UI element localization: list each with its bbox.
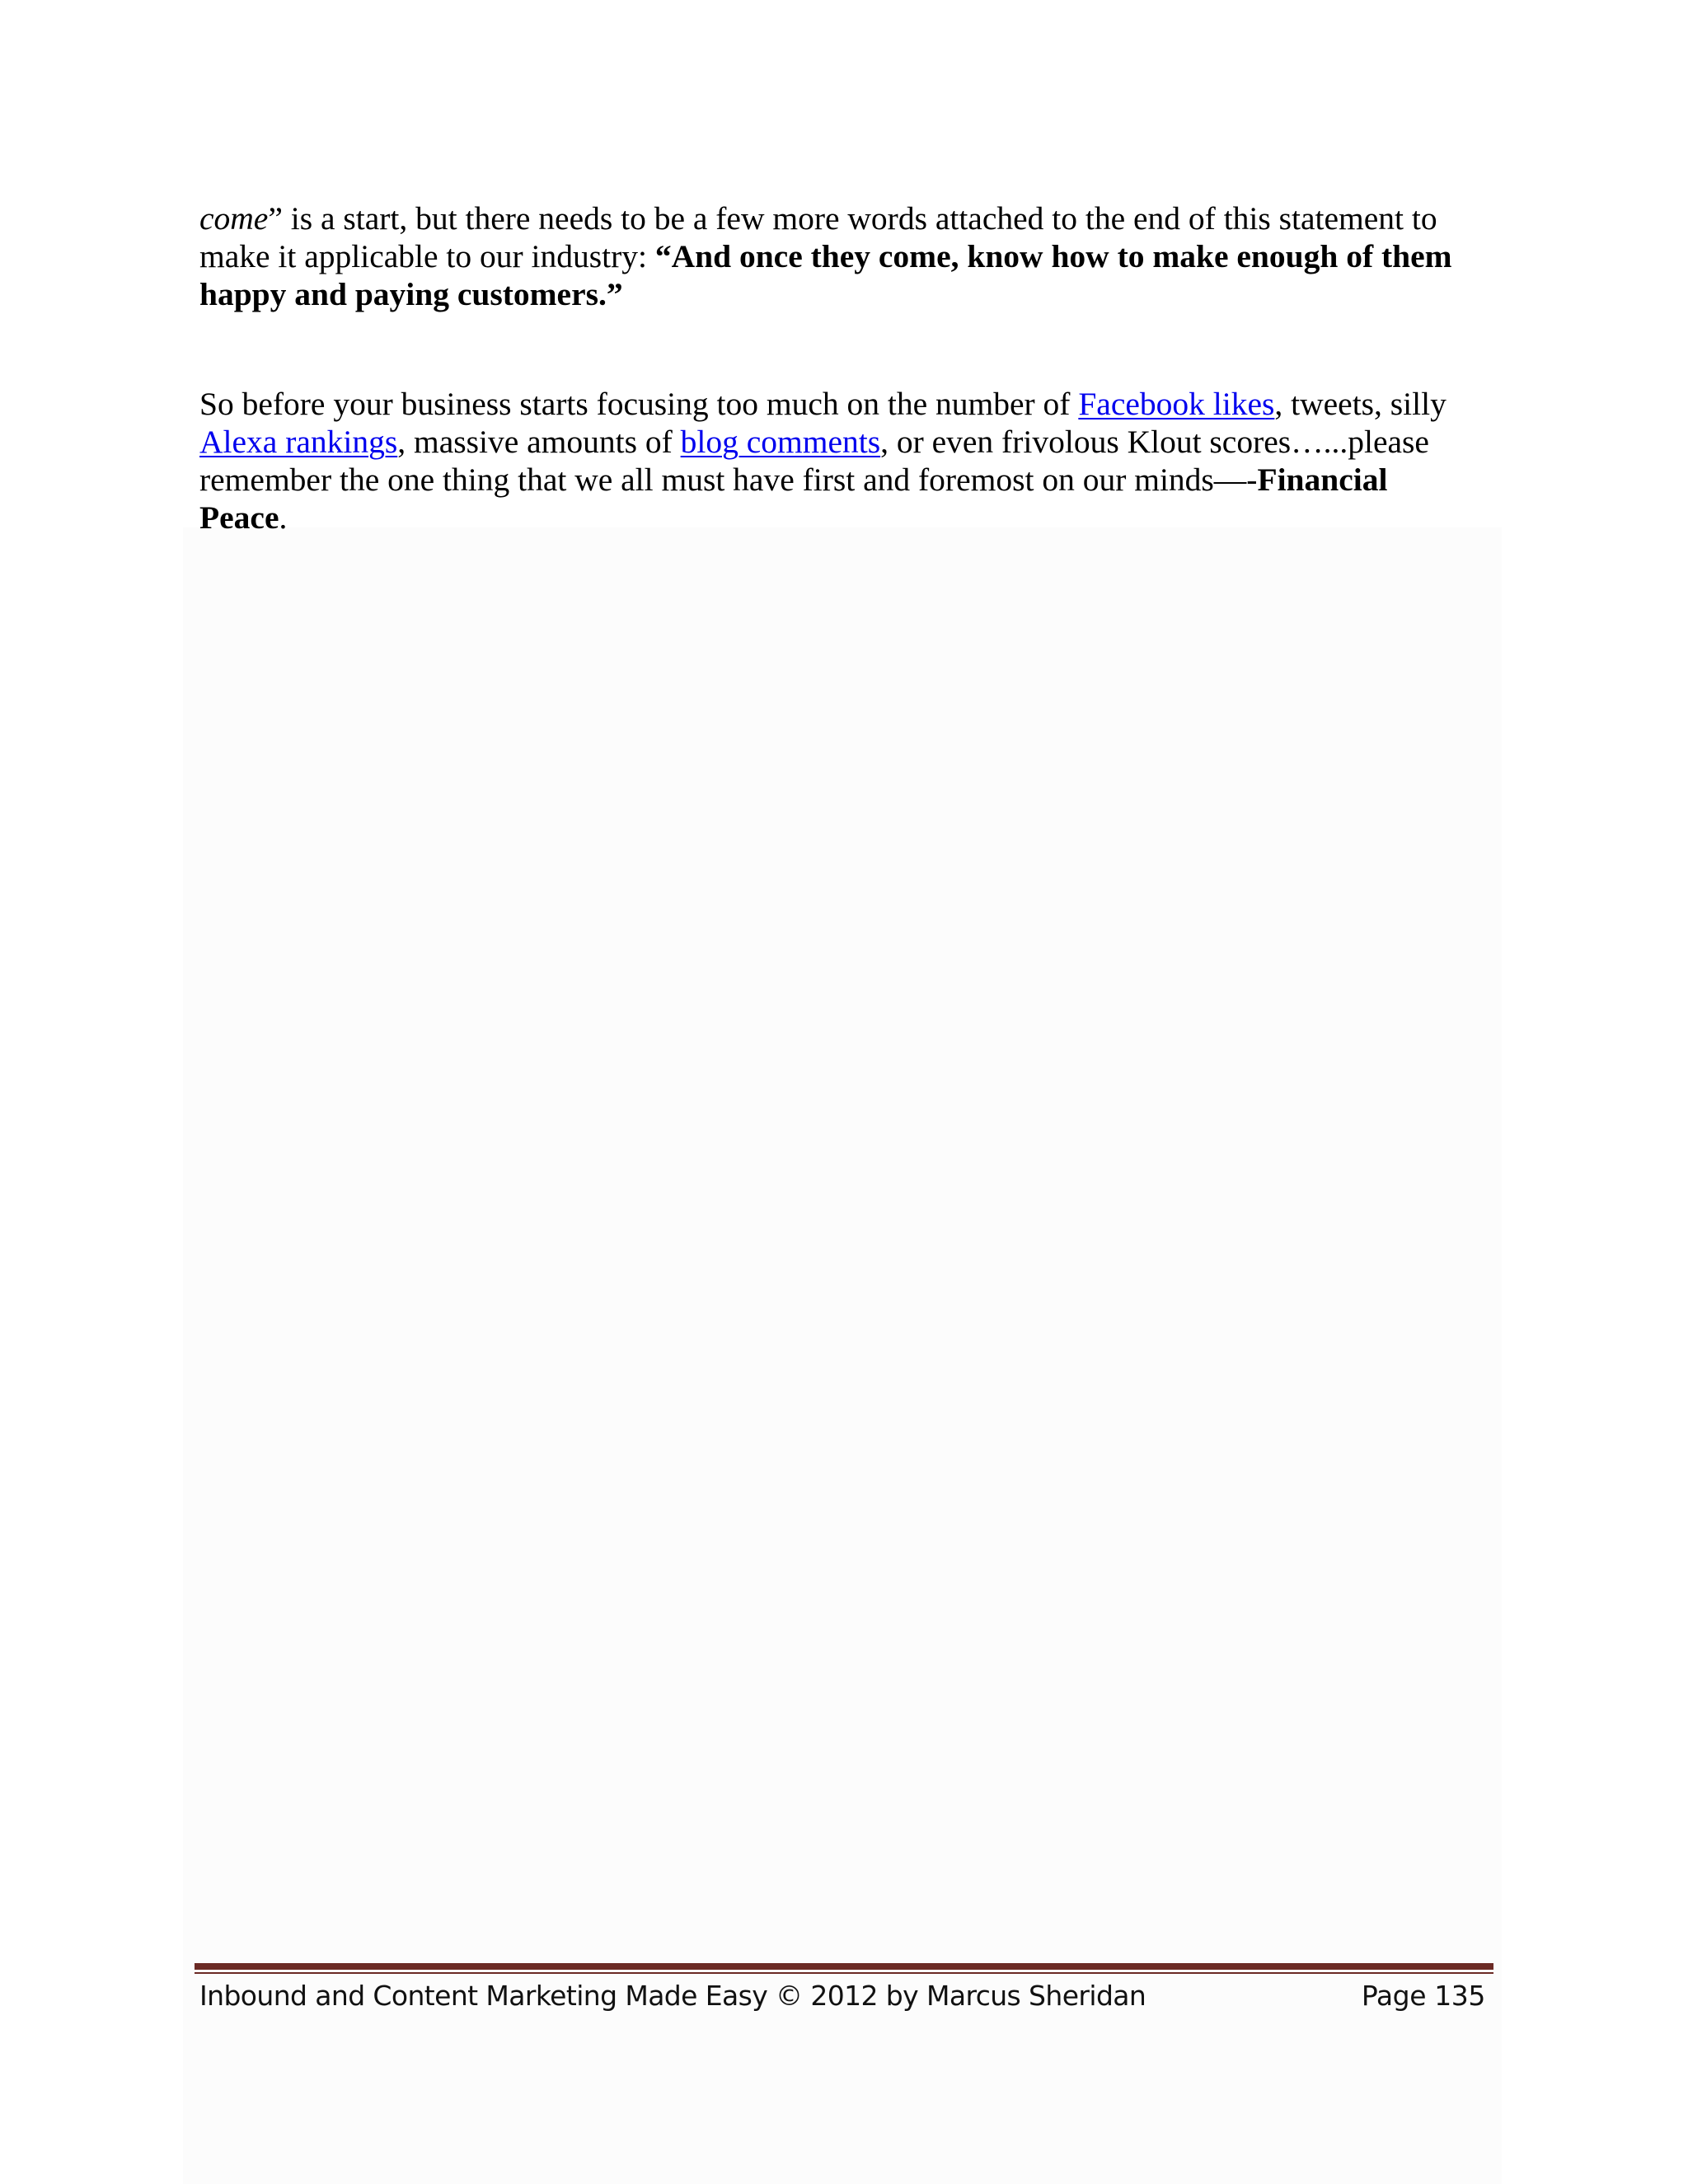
- bold-peace: Peace: [199, 499, 279, 536]
- text-run: , massive amounts of: [397, 424, 681, 460]
- paragraph-line: [199, 423, 1502, 461]
- text-run: So before your business starts focusing too much on the number of: [199, 386, 1079, 422]
- bold-financial: Financial: [1257, 462, 1388, 498]
- paragraph-line: [199, 237, 1502, 275]
- paragraph-come-statement: [199, 199, 1502, 313]
- bold-quote-end: happy and paying customers.”: [199, 276, 623, 312]
- paragraph-line: [199, 385, 1502, 423]
- italic-word: come: [199, 200, 269, 237]
- blog-comments-link[interactable]: blog comments: [680, 424, 881, 460]
- facebook-likes-link[interactable]: Facebook likes: [1078, 386, 1275, 422]
- text-run: ” is a start, but there needs to be a few more words attached to the end of this statement to: [268, 200, 1437, 237]
- text-run: , tweets, silly: [1274, 386, 1447, 422]
- page-background: [183, 527, 1502, 2184]
- text-run: .: [279, 499, 288, 536]
- paragraph-line: [199, 199, 1502, 237]
- paragraph-financial-peace: [199, 385, 1502, 537]
- text-run: remember the one thing that we all must have first and foremost on our minds—-: [199, 462, 1258, 498]
- paragraph-line: [199, 461, 1502, 499]
- text-run: , or even frivolous Klout scores…...please: [880, 424, 1429, 460]
- footer-rule-thin: [195, 1972, 1493, 1974]
- page-number: Page 135: [1361, 1980, 1485, 2012]
- text-run: make it applicable to our industry:: [199, 238, 655, 274]
- footer-title: Inbound and Content Marketing Made Easy © 2012 by Marcus Sheridan: [199, 1980, 1146, 2012]
- bold-quote: “And once they come, know how to make enough of them: [654, 238, 1452, 274]
- paragraph-line: [199, 275, 1502, 313]
- paragraph-line: [199, 499, 1502, 537]
- alexa-rankings-link[interactable]: Alexa rankings: [199, 424, 398, 460]
- footer-rule: [195, 1963, 1493, 1970]
